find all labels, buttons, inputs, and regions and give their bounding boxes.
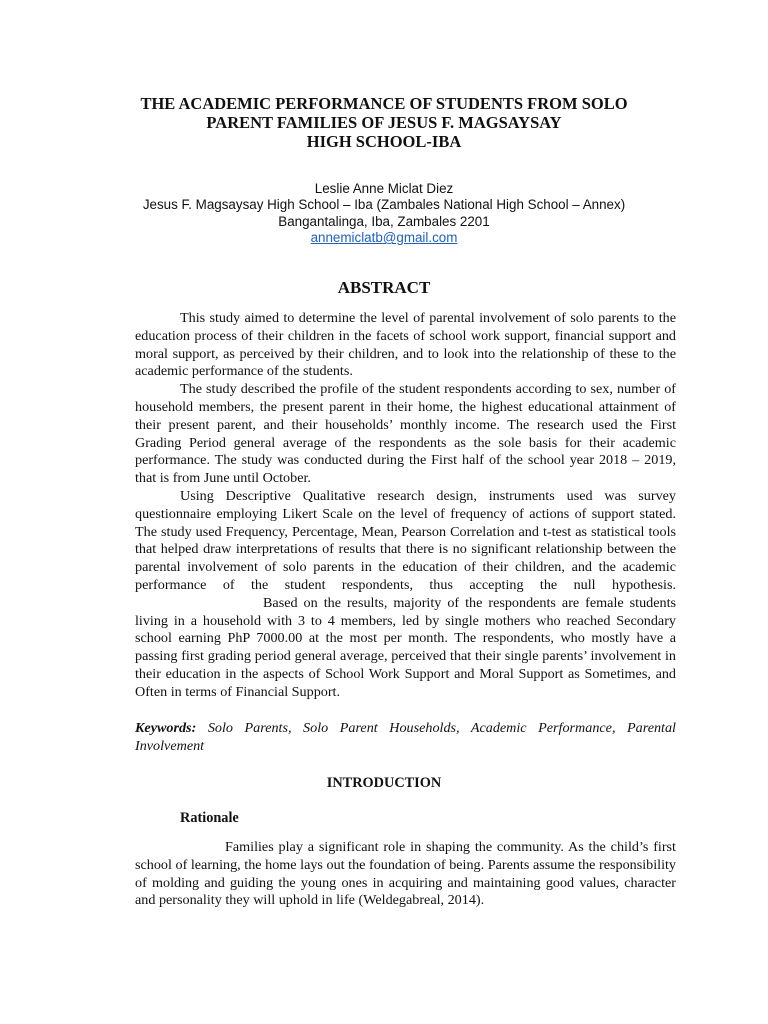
keywords-label: Keywords: [135,720,197,736]
abstract-paragraph-3 [135,488,676,702]
introduction-heading: INTRODUCTION [326,775,442,791]
paper-title [100,94,668,151]
abstract-paragraph-2: The study described the profile of the student respondents according to sex, number of household members, the present parent in their home, the highest educational attainment of their present parent, and their households’ monthly income. The research used the First Grading Period general average of the respondents as the sole basis for their academic performance. The study was conducted during the First half of the school year 2018 – 2019, that is from June until October. [135,381,676,487]
author-block [80,181,688,247]
rationale-paragraph: Families play a significant role in shaping the community. As the child’s first school of learning, the home lays out the foundation of being. Parents assume the responsibility of molding and guiding the young ones in acquiring and maintaining good values, character and personality they will uphold in life (Weldegabreal, 2014). [135,839,676,909]
title-line-2: PARENT FAMILIES OF JESUS F. MAGSAYSAY [206,113,562,132]
author-address: Bangantalinga, Iba, Zambales 2201 [278,213,490,229]
title-line-3: HIGH SCHOOL-IBA [306,132,462,151]
abstract-heading: ABSTRACT [337,278,431,297]
author-affiliation: Jesus F. Magsaysay High School – Iba (Zambales National High School – Annex) [142,197,626,213]
abstract-paragraph-3-continuation: Based on the results, majority of the respondents are female students living in a household with 3 to 4 members, led by single mothers who reached Secondary school earning PhP 7000.00 at the most per month. The respondents, who mostly have a passing first grading period general average, perceived that their single parents’ involvement in their education in the aspects of School Work Support and Moral Support as Sometimes, and Often in terms of Financial Support. [135,594,676,700]
abstract-paragraph-1: This study aimed to determine the level of parental involvement of solo parents to the education process of their children in the facets of school work support, financial support and moral support, as perceived by their children, and to look into the relationship of these to the academic performance of the students. [135,310,676,380]
keywords-block [135,720,676,756]
author-email-link[interactable]: annemiclatb@gmail.com [310,230,458,246]
rationale-subheading: Rationale [180,810,239,826]
title-line-1: THE ACADEMIC PERFORMANCE OF STUDENTS FROM SOLO [140,94,628,113]
keywords-text: Solo Parents, Solo Parent Households, Academic Performance, Parental Involvement [135,720,676,754]
author-name: Leslie Anne Miclat Diez [314,181,454,196]
abstract-paragraph-3-main: Using Descriptive Qualitative research design, instruments used was survey questionnaire employing Likert Scale on the level of frequency of actions of support stated. The study used Frequency, Percentage, Mean, Pearson Correlation and t-test as statistical tools that helped draw interpretations of results that there is no significant relationship between the parental involvement of solo parents in the education of their children, and the academic performance of the student respondents, thus accepting the null hypothesis. [135,487,676,593]
rationale-body [135,839,676,910]
abstract-body [135,310,676,702]
